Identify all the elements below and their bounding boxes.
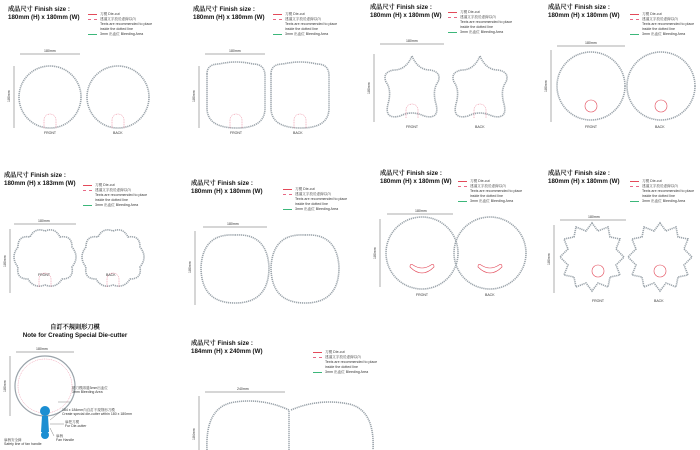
back-label: BACK xyxy=(485,293,495,297)
back-hole xyxy=(654,265,666,277)
legend-safe-en1: Texts are recommended to place xyxy=(100,22,153,26)
legend-safe-en2: inside the dotted line xyxy=(642,27,675,31)
legend-safe-en1: Texts are recommended to place xyxy=(642,189,695,193)
legend-safe-zh: 建議文字放於虛線以內 xyxy=(95,188,131,192)
front-shape xyxy=(560,223,624,291)
title-line-1: 成品尺寸 Finish size : xyxy=(380,170,442,177)
title-line-2: 180mm (H) x 180mm (W) xyxy=(380,177,452,185)
back-label: BACK xyxy=(475,125,485,129)
legend-die-cut: 刀模 Die-cut xyxy=(642,12,662,16)
legend-safe-en2: inside the dotted line xyxy=(460,25,493,29)
panel-8 xyxy=(540,165,700,325)
panel-2 xyxy=(185,0,360,165)
special-die-cutter-panel xyxy=(0,320,175,450)
legend-bleed: 3mm 出血位 Bleeding Area xyxy=(100,32,144,36)
title-line-1: 成品尺寸 Finish size : xyxy=(193,6,255,13)
back-shape xyxy=(291,402,373,450)
front-label: FRONT xyxy=(44,131,57,135)
back-shape xyxy=(271,62,329,128)
legend-safe-zh: 建議文字放於虛線以內 xyxy=(642,184,678,188)
special-diagram xyxy=(0,320,175,450)
height-label: 180mm xyxy=(547,253,551,265)
legend-die-cut: 刀模 Die-cut xyxy=(470,179,490,183)
legend-safe-en2: inside the dotted line xyxy=(295,202,328,206)
back-label: BACK xyxy=(113,131,123,135)
legend-die-cut: 刀模 Die-cut xyxy=(460,10,480,14)
legend-safe-en2: inside the dotted line xyxy=(325,365,358,369)
back-shape xyxy=(627,52,695,120)
die-cut-diagram xyxy=(360,0,535,165)
panel-5 xyxy=(0,165,175,325)
front-shape xyxy=(201,235,269,303)
back-hole xyxy=(655,100,667,112)
legend-safe-zh: 建議文字放於虛線以內 xyxy=(285,17,321,21)
legend-bleed: 3mm 出血位 Bleeding Area xyxy=(295,207,339,211)
legend-die-cut: 刀模 Die-cut xyxy=(100,12,120,16)
note-handle-en: Fan Handle xyxy=(56,438,75,442)
height-label: 184mm xyxy=(192,428,196,440)
width-label: 180mm xyxy=(406,39,418,43)
title-line-2: 180mm (H) x 183mm (W) xyxy=(4,179,76,187)
width-label: 180mm xyxy=(585,41,597,45)
legend-safe-en1: Texts are recommended to place xyxy=(325,360,378,364)
back-shape xyxy=(87,66,149,128)
front-label: FRONT xyxy=(406,125,419,129)
back-shape xyxy=(82,230,144,286)
note-create-zh: 184 x 184mm內自訂不規則形刀模 xyxy=(62,408,115,412)
note-fan-die-en: Fur Die-cutter xyxy=(65,424,87,428)
width-label: 180mm xyxy=(44,49,56,53)
height-label: 180mm xyxy=(192,90,196,102)
front-label: FRONT xyxy=(38,273,51,277)
height-label: 180mm xyxy=(3,255,7,267)
legend-safe-zh: 建議文字放於虛線以內 xyxy=(325,355,361,359)
die-cut-diagram xyxy=(185,330,385,450)
die-cut-diagram xyxy=(0,165,175,325)
front-slot xyxy=(410,264,434,273)
title-line-1: 成品尺寸 Finish size : xyxy=(370,4,432,11)
handle-end xyxy=(41,431,49,439)
back-label: BACK xyxy=(655,125,665,129)
panel-6 xyxy=(185,165,360,325)
note-bleed-en: 3mm Bleeding Area xyxy=(72,390,103,394)
note-safety xyxy=(4,438,42,446)
width-label: 180mm xyxy=(229,49,241,53)
height-label: 180mm xyxy=(367,82,371,94)
legend-die-cut: 刀模 Die-cut xyxy=(642,179,662,183)
die-cut-diagram xyxy=(540,165,700,325)
width-label: 180mm xyxy=(38,219,50,223)
special-title-en: Note for Creating Special Die-cutter xyxy=(22,331,128,339)
panel-9 xyxy=(185,330,385,450)
legend-bleed: 3mm 出血位 Bleeding Area xyxy=(95,203,139,207)
note-safety-en: Safety line of fan handle xyxy=(4,442,42,446)
die-cut-diagram xyxy=(0,0,175,165)
legend-bleed: 3mm 出血位 Bleeding Area xyxy=(470,199,514,203)
front-label: FRONT xyxy=(416,293,429,297)
back-shape xyxy=(454,217,526,289)
title-line-2: 180mm (H) x 180mm (W) xyxy=(193,13,265,21)
legend-bleed: 3mm 出血位 Bleeding Area xyxy=(460,30,504,34)
back-label: BACK xyxy=(106,273,116,277)
title-line-2: 180mm (H) x 180mm (W) xyxy=(548,11,620,19)
legend-die-cut: 刀模 Die-cut xyxy=(295,187,315,191)
front-hole xyxy=(585,100,597,112)
front-shape xyxy=(207,401,289,450)
back-label: BACK xyxy=(293,131,303,135)
title-line-2: 180mm (H) x 180mm (W) xyxy=(548,177,620,185)
panel-1 xyxy=(0,0,175,165)
height-label: 180mm xyxy=(544,80,548,92)
note-fan-die-zh: 扇把刀模 xyxy=(65,420,79,424)
width-label: 180mm xyxy=(415,209,427,213)
title-line-2: 180mm (H) x 180mm (W) xyxy=(8,13,80,21)
front-label: FRONT xyxy=(592,299,605,303)
front-shape xyxy=(19,66,81,128)
legend-safe-en1: Texts are recommended to place xyxy=(470,189,523,193)
die-cut-diagram xyxy=(185,0,360,165)
special-width-label: 180mm xyxy=(36,347,48,351)
die-cut-diagram xyxy=(185,165,360,325)
back-label: BACK xyxy=(654,299,664,303)
legend-safe-en2: inside the dotted line xyxy=(470,194,503,198)
legend-safe-en2: inside the dotted line xyxy=(100,27,133,31)
title-line-1: 成品尺寸 Finish size : xyxy=(4,172,66,179)
panel-4 xyxy=(535,0,700,165)
legend-safe-en1: Texts are recommended to place xyxy=(95,193,148,197)
special-title-zh: 自訂不規則形刀模 xyxy=(50,324,100,331)
legend-bleed: 3mm 出血位 Bleeding Area xyxy=(642,32,686,36)
title-line-1: 成品尺寸 Finish size : xyxy=(548,170,610,177)
title-line-2: 180mm (H) x 180mm (W) xyxy=(191,187,263,195)
height-label: 180mm xyxy=(373,247,377,259)
title-line-2: 184mm (H) x 240mm (W) xyxy=(191,347,263,355)
legend-bleed: 3mm 出血位 Bleeding Area xyxy=(642,199,686,203)
legend-safe-zh: 建議文字放於虛線以內 xyxy=(295,192,331,196)
note-bleed xyxy=(72,386,108,394)
title-line-1: 成品尺寸 Finish size : xyxy=(191,340,253,347)
legend-safe-en2: inside the dotted line xyxy=(285,27,318,31)
die-cut-diagram xyxy=(365,165,540,325)
back-shape xyxy=(271,235,339,303)
title-line-1: 成品尺寸 Finish size : xyxy=(191,180,253,187)
legend-die-cut: 刀模 Die-cut xyxy=(285,12,305,16)
special-height-label: 180mm xyxy=(3,380,7,392)
height-label: 180mm xyxy=(188,261,192,273)
legend-bleed: 3mm 出血位 Bleeding Area xyxy=(285,32,329,36)
note-handle-zh: 扇柄 xyxy=(56,434,63,438)
width-label: 180mm xyxy=(227,222,239,226)
back-shape xyxy=(453,56,507,117)
note-create xyxy=(62,408,132,416)
legend-die-cut: 刀模 Die-cut xyxy=(325,350,345,354)
legend-safe-zh: 建議文字放於虛線以內 xyxy=(642,17,678,21)
legend-safe-en2: inside the dotted line xyxy=(642,194,675,198)
note-fan-die xyxy=(65,420,86,428)
legend-safe-en1: Texts are recommended to place xyxy=(642,22,695,26)
legend-safe-en2: inside the dotted line xyxy=(95,198,128,202)
title-line-1: 成品尺寸 Finish size : xyxy=(8,6,70,13)
legend-die-cut: 刀模 Die-cut xyxy=(95,183,115,187)
note-create-en: Create special die-cutter within 180 x 180mm xyxy=(62,412,133,416)
front-hole xyxy=(592,265,604,277)
note-safety-zh: 扇柄安全線 xyxy=(4,438,22,442)
panel-3 xyxy=(360,0,535,165)
title-line-2: 180mm (H) x 180mm (W) xyxy=(370,11,442,19)
front-shape xyxy=(385,56,439,117)
height-label: 180mm xyxy=(7,90,11,102)
legend-safe-en1: Texts are recommended to place xyxy=(460,20,513,24)
width-label: 240mm xyxy=(237,387,249,391)
front-shape xyxy=(14,230,76,286)
back-shape xyxy=(628,223,692,291)
front-label: FRONT xyxy=(585,125,598,129)
panel-7 xyxy=(365,165,540,325)
width-label: 180mm xyxy=(588,215,600,219)
handle-joint xyxy=(40,406,50,416)
die-cut-diagram xyxy=(535,0,700,165)
back-slot xyxy=(478,264,502,273)
note-bleed-zh: 錯刀模兩邊3mm出血位 xyxy=(72,386,108,390)
legend-safe-zh: 建議文字放於虛線以內 xyxy=(100,17,136,21)
fan-handle xyxy=(41,416,49,432)
legend-safe-zh: 建議文字放於虛線以內 xyxy=(460,15,496,19)
legend-safe-en1: Texts are recommended to place xyxy=(285,22,338,26)
legend-safe-en1: Texts are recommended to place xyxy=(295,197,348,201)
legend-safe-zh: 建議文字放於虛線以內 xyxy=(470,184,506,188)
front-shape xyxy=(207,62,265,128)
front-shape xyxy=(386,217,458,289)
note-handle xyxy=(56,434,74,442)
legend-bleed: 3mm 出血位 Bleeding Area xyxy=(325,370,369,374)
front-label: FRONT xyxy=(230,131,243,135)
title-line-1: 成品尺寸 Finish size : xyxy=(548,4,610,11)
front-shape xyxy=(557,52,625,120)
